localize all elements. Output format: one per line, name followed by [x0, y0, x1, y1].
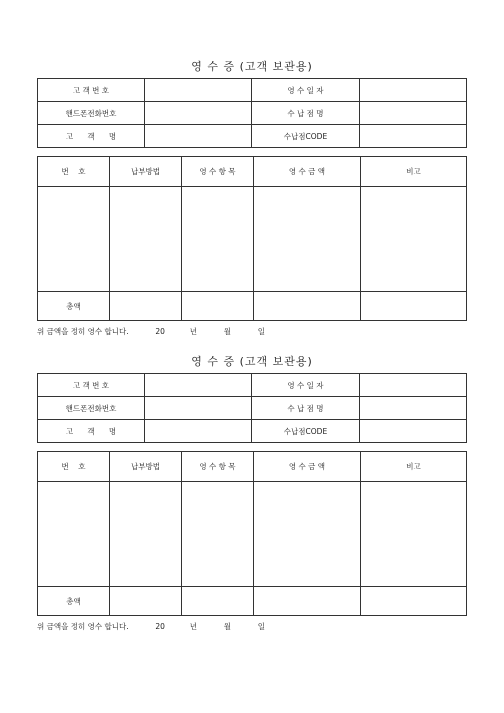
header-payment-method: 납부방법	[110, 452, 182, 482]
header-remarks: 비고	[361, 452, 467, 482]
total-label: 총액	[38, 292, 110, 321]
number-cell[interactable]	[38, 482, 110, 587]
receipt-title: 영 수 증 (고객 보관용)	[191, 355, 313, 368]
phone-field[interactable]	[145, 102, 252, 125]
total-label: 총액	[38, 587, 110, 616]
total-cell-3[interactable]	[182, 587, 254, 616]
receipt-item-cell[interactable]	[182, 187, 254, 292]
footer-year: 년	[189, 327, 197, 336]
receipt-date-field[interactable]	[360, 79, 467, 102]
total-remarks-cell[interactable]	[361, 587, 467, 616]
header-receipt-item: 영 수 항 목	[182, 452, 254, 482]
total-cell-2[interactable]	[110, 587, 182, 616]
header-payment-method: 납부방법	[110, 157, 182, 187]
phone-field[interactable]	[145, 397, 252, 420]
phone-label: 핸드폰전화번호	[38, 102, 145, 125]
header-receipt-amount: 영 수 금 액	[254, 452, 361, 482]
footer-month: 월	[223, 622, 232, 631]
footer-text: 위 금액을 정히 영수 합니다.	[37, 622, 129, 631]
footer-year-prefix: 20	[155, 622, 165, 631]
header-receipt-item: 영 수 항 목	[182, 157, 254, 187]
store-code-label: 수납점CODE	[252, 125, 360, 148]
customer-name-field[interactable]	[145, 125, 252, 148]
remarks-cell[interactable]	[361, 482, 467, 587]
total-cell-3[interactable]	[182, 292, 254, 321]
payer-field[interactable]	[360, 397, 467, 420]
customer-info-table	[37, 78, 467, 148]
customer-info-table	[37, 373, 467, 443]
receipt-items-table	[37, 156, 467, 321]
footer-day: 일	[257, 622, 266, 631]
phone-label: 핸드폰전화번호	[38, 397, 145, 420]
receipt-amount-cell[interactable]	[254, 482, 361, 587]
customer-no-field[interactable]	[145, 374, 252, 397]
footer-month: 월	[223, 327, 232, 336]
customer-name-field[interactable]	[145, 420, 252, 443]
payer-label: 수 납 점 명	[252, 102, 360, 125]
receipt-footer	[37, 326, 265, 337]
receipt-footer	[37, 621, 265, 632]
store-code-label: 수납점CODE	[252, 420, 360, 443]
payment-method-cell[interactable]	[110, 482, 182, 587]
total-amount-cell[interactable]	[254, 292, 361, 321]
footer-day: 일	[257, 327, 266, 336]
remarks-cell[interactable]	[361, 187, 467, 292]
number-cell[interactable]	[38, 187, 110, 292]
customer-name-label: 고 객 명	[38, 125, 145, 148]
receipt-date-label: 영 수 일 자	[252, 374, 360, 397]
receipt-date-field[interactable]	[360, 374, 467, 397]
customer-name-label: 고 객 명	[38, 420, 145, 443]
total-remarks-cell[interactable]	[361, 292, 467, 321]
payer-field[interactable]	[360, 102, 467, 125]
header-remarks: 비고	[361, 157, 467, 187]
receipt-title: 영 수 증 (고객 보관용)	[191, 60, 313, 73]
total-amount-cell[interactable]	[254, 587, 361, 616]
receipt-date-label: 영 수 일 자	[252, 79, 360, 102]
footer-year: 년	[189, 622, 197, 631]
customer-no-field[interactable]	[145, 79, 252, 102]
header-number: 번 호	[38, 452, 110, 482]
store-code-field[interactable]	[360, 125, 467, 148]
total-cell-2[interactable]	[110, 292, 182, 321]
customer-no-label: 고 객 번 호	[38, 374, 145, 397]
receipt-item-cell[interactable]	[182, 482, 254, 587]
payment-method-cell[interactable]	[110, 187, 182, 292]
header-number: 번 호	[38, 157, 110, 187]
store-code-field[interactable]	[360, 420, 467, 443]
customer-no-label: 고 객 번 호	[38, 79, 145, 102]
header-receipt-amount: 영 수 금 액	[254, 157, 361, 187]
payer-label: 수 납 점 명	[252, 397, 360, 420]
footer-year-prefix: 20	[155, 327, 165, 336]
footer-text: 위 금액을 정히 영수 합니다.	[37, 327, 129, 336]
receipt-items-table	[37, 451, 467, 616]
receipt-amount-cell[interactable]	[254, 187, 361, 292]
